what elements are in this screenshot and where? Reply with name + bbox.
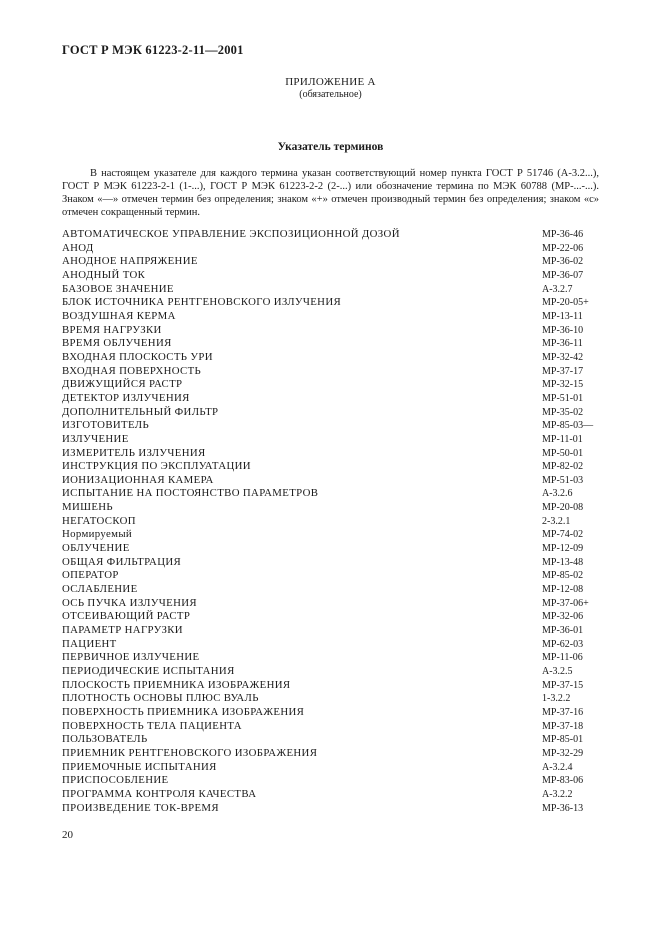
- term-name: ПЕРИОДИЧЕСКИЕ ИСПЫТАНИЯ: [62, 665, 235, 677]
- term-row: [62, 528, 600, 542]
- term-name: ИСПЫТАНИЕ НА ПОСТОЯНСТВО ПАРАМЕТРОВ: [62, 487, 319, 500]
- term-name: АНОДНЫЙ ТОК: [62, 268, 146, 281]
- term-name: ИЗЛУЧЕНИЕ: [62, 432, 129, 445]
- term-row: [62, 255, 600, 269]
- term-name: ПЛОТНОСТЬ ОСНОВЫ ПЛЮС ВУАЛЬ: [62, 692, 259, 705]
- term-name: ОПЕРАТОР: [62, 569, 119, 582]
- term-reference: МР-51-03: [542, 474, 584, 486]
- term-name: ПОВЕРХНОСТЬ ПРИЕМНИКА ИЗОБРАЖЕНИЯ: [62, 705, 305, 718]
- term-name: Нормируемый: [62, 528, 133, 541]
- term-row: [62, 515, 600, 529]
- term-row: [62, 665, 600, 679]
- term-row: [62, 583, 600, 597]
- term-row: [62, 788, 600, 802]
- term-name: НЕГАТОСКОП: [62, 514, 136, 527]
- terms-index: [62, 228, 600, 815]
- term-row: [62, 419, 600, 433]
- term-reference: МР-36-13: [542, 802, 584, 814]
- term-name: ИНСТРУКЦИЯ ПО ЭКСПЛУАТАЦИИ: [62, 460, 251, 473]
- term-name: ИЗГОТОВИТЕЛЬ: [62, 419, 149, 432]
- term-reference: МР-50-01: [542, 447, 584, 459]
- term-name: ИЗМЕРИТЕЛЬ ИЗЛУЧЕНИЯ: [62, 446, 206, 459]
- term-name: ВРЕМЯ НАГРУЗКИ: [62, 323, 162, 336]
- term-name: ПРОГРАММА КОНТРОЛЯ КАЧЕСТВА: [62, 787, 257, 800]
- term-row: [62, 651, 600, 665]
- term-name: ПАРАМЕТР НАГРУЗКИ: [62, 624, 183, 637]
- term-reference: А-3.2.7: [542, 283, 573, 295]
- term-row: [62, 624, 600, 638]
- page-number: 20: [62, 829, 73, 841]
- term-row: [62, 324, 600, 338]
- term-reference: МР-12-09: [542, 543, 584, 555]
- term-reference: А-3.2.2: [542, 788, 573, 800]
- term-reference: МР-62-03: [542, 638, 584, 650]
- term-name: ОСЛАБЛЕНИЕ: [62, 583, 138, 596]
- term-row: [62, 501, 600, 515]
- term-reference: МР-37-15: [542, 679, 584, 691]
- term-reference: 2-3.2.1: [542, 515, 571, 527]
- term-row: [62, 460, 600, 474]
- term-reference: 1-3.2.2: [542, 693, 571, 705]
- term-row: [62, 802, 600, 816]
- annex-title: ПРИЛОЖЕНИЕ А: [285, 76, 376, 88]
- annex-subtitle: (обязательное): [299, 89, 362, 100]
- term-name: ВРЕМЯ ОБЛУЧЕНИЯ: [62, 337, 172, 350]
- term-reference: МР-36-02: [542, 256, 584, 268]
- term-reference: МР-32-29: [542, 747, 584, 759]
- term-name: ПОВЕРХНОСТЬ ТЕЛА ПАЦИЕНТА: [62, 719, 242, 732]
- term-name: ДЕТЕКТОР ИЗЛУЧЕНИЯ: [62, 391, 190, 404]
- term-reference: МР-32-06: [542, 611, 584, 623]
- term-reference: МР-36-01: [542, 625, 584, 637]
- term-name: ОБЩАЯ ФИЛЬТРАЦИЯ: [62, 555, 182, 568]
- term-name: ВХОДНАЯ ПОВЕРХНОСТЬ: [62, 364, 202, 377]
- term-name: ПРИСПОСОБЛЕНИЕ: [62, 774, 169, 787]
- term-reference: МР-74-02: [542, 529, 584, 541]
- term-row: [62, 296, 600, 310]
- document-header: ГОСТ Р МЭК 61223-2-11—2001: [62, 43, 244, 57]
- term-reference: МР-82-02: [542, 461, 584, 473]
- term-name: ВХОДНАЯ ПЛОСКОСТЬ УРИ: [62, 350, 213, 363]
- term-row: [62, 392, 600, 406]
- term-reference: МР-13-48: [542, 556, 584, 568]
- term-row: [62, 747, 600, 761]
- term-reference: МР-37-16: [542, 706, 584, 718]
- term-name: ИОНИЗАЦИОННАЯ КАМЕРА: [62, 473, 214, 486]
- term-row: [62, 447, 600, 461]
- term-name: ПОЛЬЗОВАТЕЛЬ: [62, 733, 148, 746]
- term-row: [62, 365, 600, 379]
- term-row: [62, 679, 600, 693]
- term-row: [62, 337, 600, 351]
- term-reference: МР-22-06: [542, 242, 584, 254]
- section-title: Указатель терминов: [277, 141, 384, 153]
- term-reference: МР-37-18: [542, 720, 584, 732]
- term-name: АВТОМАТИЧЕСКОЕ УПРАВЛЕНИЕ ЭКСПОЗИЦИОННОЙ ДОЗОЙ: [62, 228, 400, 240]
- term-reference: МР-32-15: [542, 379, 584, 391]
- term-row: [62, 610, 600, 624]
- term-row: [62, 474, 600, 488]
- term-name: ПЛОСКОСТЬ ПРИЕМНИКА ИЗОБРАЖЕНИЯ: [62, 678, 291, 691]
- term-row: [62, 761, 600, 775]
- annex-heading: [0, 76, 661, 100]
- term-reference: МР-13-11: [542, 310, 583, 322]
- term-reference: МР-20-05+: [542, 297, 589, 309]
- term-row: [62, 706, 600, 720]
- term-row: [62, 228, 600, 242]
- term-row: [62, 310, 600, 324]
- term-row: [62, 269, 600, 283]
- term-reference: МР-85-01: [542, 734, 584, 746]
- term-row: [62, 242, 600, 256]
- term-reference: МР-36-10: [542, 324, 584, 336]
- term-row: [62, 733, 600, 747]
- term-reference: МР-20-08: [542, 502, 584, 514]
- term-name: АНОДНОЕ НАПРЯЖЕНИЕ: [62, 255, 198, 268]
- term-row: [62, 720, 600, 734]
- term-reference: МР-85-03—: [542, 420, 594, 432]
- term-reference: А-3.2.6: [542, 488, 573, 500]
- term-row: [62, 597, 600, 611]
- term-row: [62, 283, 600, 297]
- term-name: ПАЦИЕНТ: [62, 637, 117, 650]
- term-row: [62, 487, 600, 501]
- term-row: [62, 556, 600, 570]
- term-row: [62, 542, 600, 556]
- term-reference: МР-37-17: [542, 365, 584, 377]
- term-name: ПЕРВИЧНОЕ ИЗЛУЧЕНИЕ: [62, 651, 200, 664]
- term-row: [62, 638, 600, 652]
- term-row: [62, 433, 600, 447]
- term-row: [62, 569, 600, 583]
- term-reference: МР-85-02: [542, 570, 584, 582]
- term-row: [62, 406, 600, 420]
- term-reference: МР-37-06+: [542, 597, 589, 609]
- term-name: ПРИЕМОЧНЫЕ ИСПЫТАНИЯ: [62, 760, 217, 773]
- term-reference: А-3.2.4: [542, 761, 573, 773]
- term-reference: МР-51-01: [542, 392, 584, 404]
- term-name: ПРОИЗВЕДЕНИЕ ТОК-ВРЕМЯ: [62, 801, 219, 814]
- term-reference: МР-11-06: [542, 652, 583, 664]
- term-reference: МР-11-01: [542, 433, 583, 445]
- term-row: [62, 378, 600, 392]
- term-name: МИШЕНЬ: [62, 501, 113, 514]
- term-name: ОСЬ ПУЧКА ИЗЛУЧЕНИЯ: [62, 596, 197, 609]
- term-name: ВОЗДУШНАЯ КЕРМА: [62, 309, 176, 322]
- term-reference: МР-36-46: [542, 229, 584, 240]
- term-name: ДОПОЛНИТЕЛЬНЫЙ ФИЛЬТР: [62, 405, 219, 418]
- term-reference: МР-36-11: [542, 338, 583, 350]
- term-reference: МР-12-08: [542, 584, 584, 596]
- term-reference: МР-32-42: [542, 351, 584, 363]
- term-name: ОТСЕИВАЮЩИЙ РАСТР: [62, 610, 191, 623]
- term-reference: МР-35-02: [542, 406, 584, 418]
- term-reference: МР-36-07: [542, 269, 584, 281]
- term-reference: МР-83-06: [542, 775, 584, 787]
- term-name: ПРИЕМНИК РЕНТГЕНОВСКОГО ИЗОБРАЖЕНИЯ: [62, 746, 318, 759]
- term-name: ОБЛУЧЕНИЕ: [62, 542, 130, 555]
- term-name: БЛОК ИСТОЧНИКА РЕНТГЕНОВСКОГО ИЗЛУЧЕНИЯ: [62, 296, 342, 309]
- intro-paragraph: В настоящем указателе для каждого термина указан соответствующий номер пункта ГОСТ Р 51746 (А-3.2...), ГОСТ Р МЭК 61223-2-1 (1-...), ГОСТ Р МЭК 61223-2-2 (2-...) или обозначение термина по МЭК 60788 (МР-...-...). Знаком «—» отмечен термин без определения; знаком «+» отмечен производный термин без определения; знаком «с» отмечен сокращенный термин.: [62, 168, 599, 218]
- term-reference: А-3.2.5: [542, 666, 573, 677]
- term-row: [62, 692, 600, 706]
- term-name: АНОД: [62, 241, 94, 254]
- term-row: [62, 774, 600, 788]
- term-name: БАЗОВОЕ ЗНАЧЕНИЕ: [62, 282, 174, 295]
- term-row: [62, 351, 600, 365]
- term-name: ДВИЖУЩИЙСЯ РАСТР: [62, 378, 183, 391]
